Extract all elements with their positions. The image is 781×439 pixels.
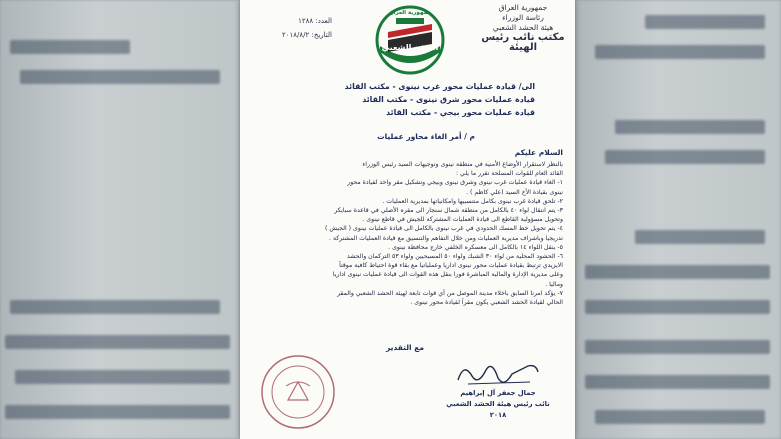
letterhead-line: مكتب نائب رئيس الهيئة (481, 32, 565, 53)
body-line: ٤- يتم تحويل خط المسك الحدودي في غرب نينوى بالكامل الى قيادة عمليات نينوى ( الجيش ) (324, 225, 563, 233)
pmf-emblem-icon (374, 2, 446, 76)
official-stamp-icon (258, 352, 338, 432)
body-line: نينوى بقيادة الأخ السيد (علي كاظم ) . (466, 188, 563, 196)
recipient-line: قيادة عمليات محور بيجي - مكتب القائد (386, 108, 535, 117)
body-line: الايزيدي ترتبط بقيادة عمليات محور نينوى اداريا وعملياتيا مع بقاء قوة احتياط كافية موقتاً (339, 262, 563, 270)
background-blur-left (0, 0, 240, 439)
subject-line: م / أمر الغاء محاور عمليات (377, 132, 475, 141)
body-line: وعلى مديرية الإدارة والمالية المباشرة فورا بنقل هذه القوات الى قيادة عمليات نينوى اداريا (332, 271, 563, 279)
letterhead-line: جمهورية العراق (498, 3, 548, 12)
body-line: ٣- يتم انتقال لواء ٤٠ بالكامل من منطقة شمال سنجار الى مقره الأصلي في قاعدة سبايكر (334, 207, 563, 215)
closing-regards: مع التقدير (385, 343, 425, 352)
body-line: القائد العام للقوات المسلحة تقرر ما يلي : (456, 170, 563, 178)
handwritten-signature-icon (450, 356, 545, 390)
document-page (240, 0, 575, 439)
body-line: ١- الغاء قيادة عمليات غرب نينوى وشرق نينوى وبيجي وتشكيل مقر واحد لقيادة محور (347, 179, 563, 187)
signatory-year: ٢٠١٨ (489, 411, 507, 419)
body-line: ٢- تلحق قيادة غرب نينوى بكامل منتسبيها وامكانياتها بمديرية العمليات . (382, 197, 563, 205)
body-line: وتحويل مسؤولية القاطع الى قيادة العمليات المشتركة للجيش في قاطع نينوى . (362, 216, 563, 224)
recipients-block (275, 80, 535, 119)
signatory-name: جمال جعفر آل إبراهيم (460, 389, 536, 397)
greeting: السلام عليكم (514, 148, 563, 157)
body-line: ٥- ينقل اللواء ١٤ بالكامل الى معسكره الخلفي خارج محافظة نينوى . (388, 243, 563, 251)
body-line: بالنظر لاستقرار الأوضاع الأمنية في منطقة نينوى وتوجيهات السيد رئيس الوزراء (362, 161, 563, 168)
letterhead-line: رئاسة الوزراء (502, 13, 544, 22)
body-line: ٧- يؤكد امرنا السابق باخلاء مدينة الموصل من أي قوات تابعة لهيئة الحشد الشعبي والمقر (337, 289, 563, 297)
signatory-title: نائب رئيس هيئة الحشد الشعبي (446, 400, 550, 408)
number-label: العدد: (315, 17, 332, 25)
emblem-text: الحشد الشعبي (381, 43, 439, 52)
date-label: التاريخ: (311, 31, 332, 39)
number-value: ١٢٨٨ (298, 17, 314, 25)
body-line: الحالي لقيادة الحشد الشعبي يكون مقراً لقيادة محور نينوى . (410, 299, 563, 307)
emblem-caption: جمهورية العراق (388, 10, 432, 16)
letterhead-line: هيئة الحشد الشعبي (492, 23, 554, 32)
signatory-block (443, 388, 553, 421)
date-value: ٢٠١٨/٨/٢ (281, 31, 310, 39)
letterhead-right (477, 3, 569, 53)
letter-body (251, 160, 563, 307)
background-blur-right (575, 0, 781, 439)
recipient-line: الى/ قيادة عمليات محور غرب نينوى - مكتب القائد (344, 82, 535, 91)
body-line: ٦- الحشود المحلية من لواء ٣٠ الشبك ولواء ٥٠ المسيحيين ولواء ٥٣ التركمان والحشد (346, 253, 563, 261)
body-line: تدريجيا وباشراف مديرية العمليات ومن خلال التفاهم والتنسيق مع قيادة العمليات المشتركة . (329, 234, 563, 242)
body-line: وماليا . (545, 280, 563, 288)
reference-block (250, 14, 332, 42)
recipient-line: قيادة عمليات محور شرق نينوى - مكتب القائد (362, 95, 535, 104)
